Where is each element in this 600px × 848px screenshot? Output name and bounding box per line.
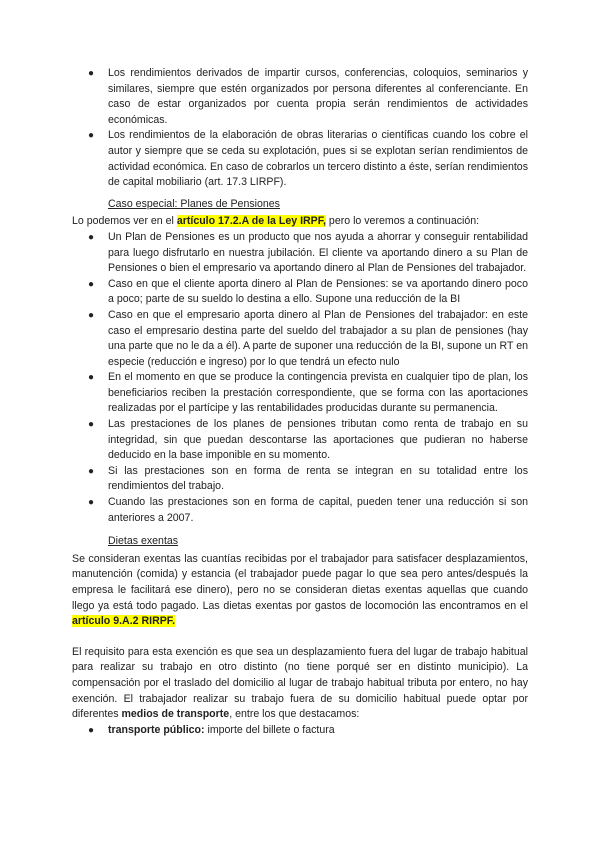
bullet-icon: ●: [88, 497, 95, 509]
dietas-paragraph-1: Se consideran exentas las cuantías recibidas por el trabajador para satisfacer desplazamientos, manutención (comida) y estancia (el trabajador puede pagar lo que sea pero antes/después la empresa le facilitará ese dinero), pero no se consideran dietas exentas aquellas que cuando llego ya está todo pagado. Las dietas exentas por gastos de locomoción las encontramos en el artículo 9.A.2 RIRPF.: [72, 552, 528, 628]
list-item: ● Caso en que el cliente aporta dinero al Plan de Pensiones: se va aportando dinero poco a poco; parte de su sueldo lo destina a ello. Supone una reducción de la BI: [88, 277, 528, 306]
list-item: ● transporte público: importe del billete o factura: [72, 723, 528, 739]
section-heading-dietas: Dietas exentas: [108, 535, 179, 548]
bullet-icon: ●: [88, 278, 95, 290]
bold-term: medios de transporte: [121, 708, 230, 721]
pensiones-intro: Lo podemos ver en el artículo 17.2.A de la Ley IRPF, pero lo veremos a continuación:: [72, 215, 480, 228]
bullet-icon: ●: [88, 724, 95, 736]
list-item: ● Los rendimientos derivados de impartir cursos, conferencias, coloquios, seminarios y similares, siempre que estén organizados por persona diferentes al conferenciante. En caso de estar organizados por cuenta propia serán rendimientos de actividades económicas.: [88, 67, 528, 126]
list-item: ● Cuando las prestaciones son en forma de capital, pueden tener una reducción si son anteriores a 2007.: [88, 496, 528, 524]
bullet-icon: ●: [88, 465, 95, 477]
top-bullet-list: [72, 66, 528, 191]
spacer: [72, 630, 528, 645]
bullet-icon: ●: [88, 372, 95, 384]
bullet-icon: ●: [88, 68, 95, 79]
list-item: ● Los rendimientos de la elaboración de obras literarias o científicas cuando los cobre el autor y siempre que se ceda su explotación, pues si se explotan serían rendimientos de actividad económica. En caso de cobrarlos un tercero distinto a éste, serían rendimientos de capital mobiliario (art. 17.3 LIRPF).: [88, 129, 528, 189]
law-reference: artículo 17.2.A de la Ley IRPF,: [176, 215, 326, 228]
transport-bullet-list: [72, 723, 528, 739]
bullet-icon: ●: [88, 419, 95, 431]
dietas-paragraph-2: El requisito para esta exención es que sea un desplazamiento fuera del lugar de trabajo habitual para realizar su trabajo en otro distinto (no tiene porqué ser en distinto municipio). La compensación por el traslado del domicilio al lugar de trabajo habitual tributa por entero, no hay exención. El trabajador realizar su trabajo fuera de su domicilio habitual puede optar por diferentes medios de transporte, entre los que destacamos:: [72, 645, 528, 721]
bullet-icon: ●: [88, 231, 95, 243]
bullet-icon: ●: [88, 309, 95, 321]
list-item: ● En el momento en que se produce la contingencia prevista en cualquier tipo de plan, los beneficiarios reciben la prestación correspondiente, que se forma con las aportaciones realizadas por el partícipe y las rentabilidades producidas durante su permanencia.: [88, 371, 528, 415]
law-reference: artículo 9.A.2 RIRPF.: [72, 615, 176, 628]
bullet-icon: ●: [88, 130, 95, 142]
list-item: ● Si las prestaciones son en forma de renta se integran en su totalidad entre los rendimientos del trabajo.: [88, 464, 528, 493]
pensiones-bullet-list: [72, 230, 528, 526]
list-item: ● Caso en que el empresario aporta dinero al Plan de Pensiones del trabajador: en este caso el empresario destina parte del sueldo del trabajador a su plan de pensiones (hay una parte que no le da a él). A parte de suponer una reducción de la BI, supone un RT en especie (reducción e ingreso) por lo que tendrá un efecto nulo: [88, 308, 528, 368]
list-item: ● Las prestaciones de los planes de pensiones tributan como renta de trabajo en su integridad, sin que puedan descontarse las aportaciones que pudieran no haberse deducido en la base imponible en su momento.: [88, 418, 528, 462]
section-heading-pensiones: Caso especial: Planes de Pensiones: [108, 197, 280, 210]
list-item: ● Un Plan de Pensiones es un producto que nos ayuda a ahorrar y conseguir rentabilidad para luego disfrutarlo en nuestra jubilación. El cliente va aportando dinero a su Plan de Pensiones o bien el empresario va aportando dinero al Plan de Pensiones del trabajador.: [88, 230, 528, 275]
